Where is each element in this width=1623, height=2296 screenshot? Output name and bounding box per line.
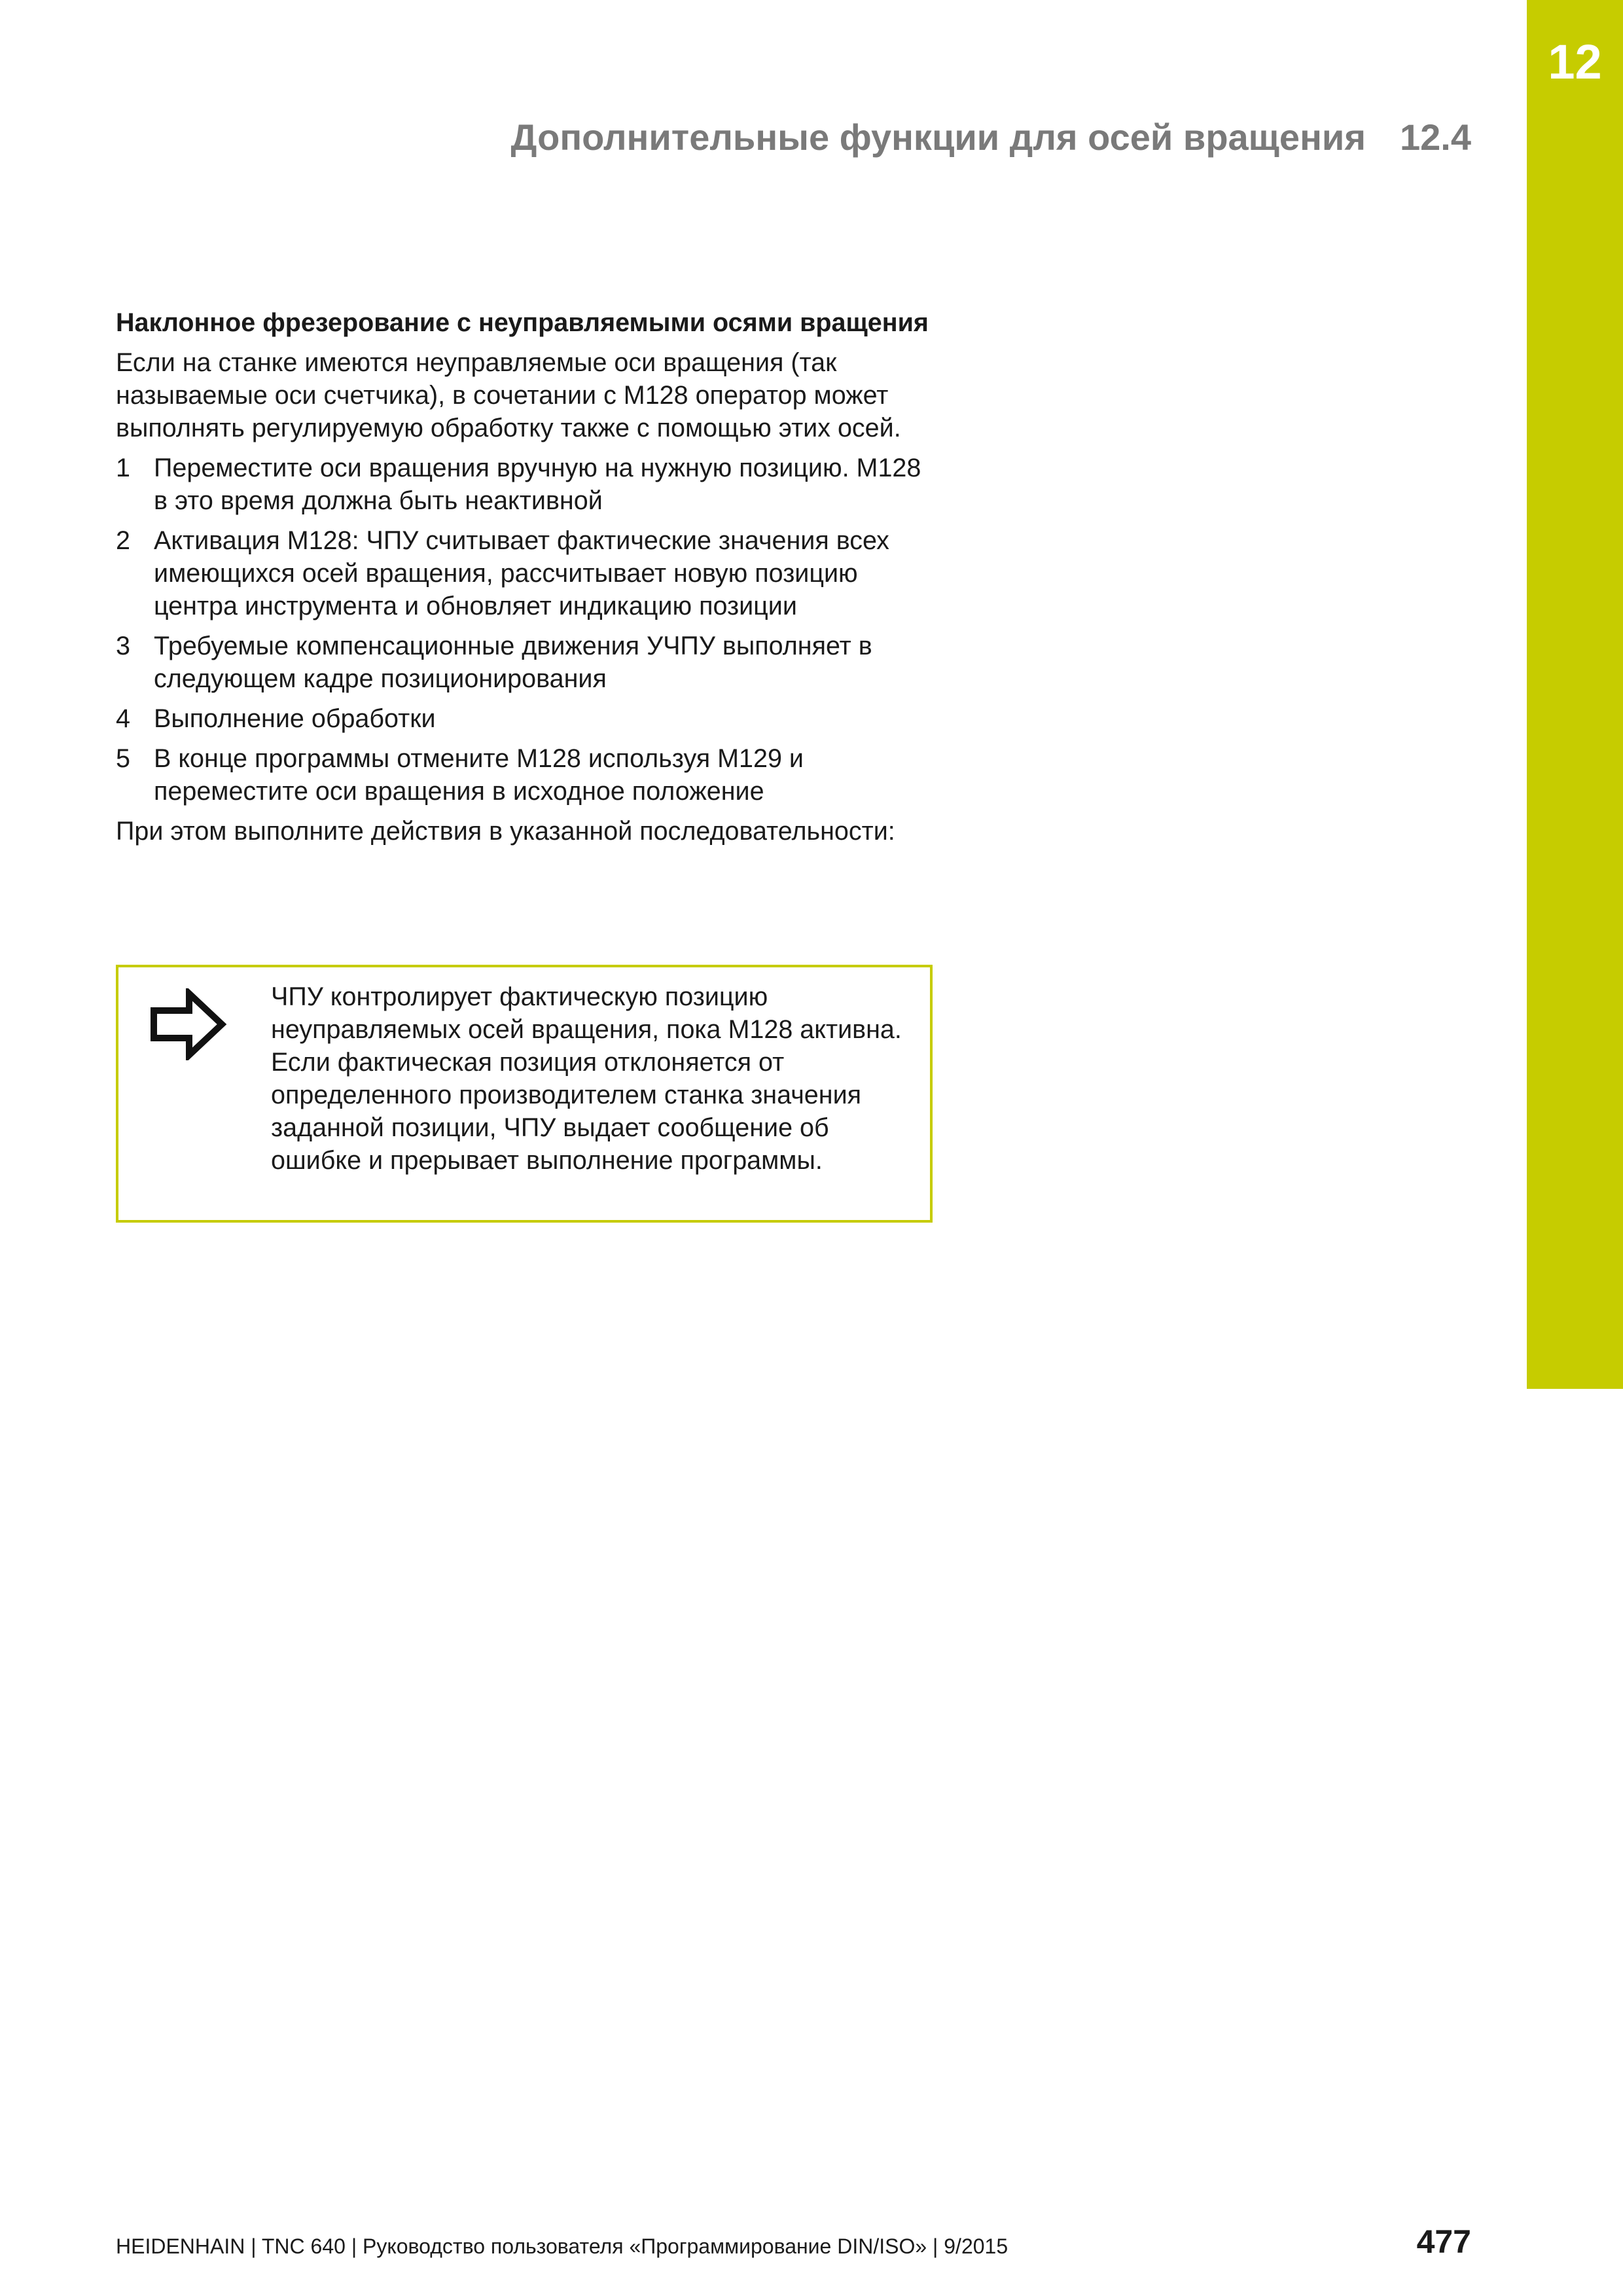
subheading: Наклонное фрезерование с неуправляемыми осями вращения xyxy=(116,308,929,337)
list-item xyxy=(116,630,939,695)
step-number: 1 xyxy=(116,454,130,482)
step-text: Переместите оси вращения вручную на нужную позицию. M128 в это время должна быть неактивной xyxy=(154,454,921,515)
section-title: Дополнительные функции для осей вращения xyxy=(510,117,1366,158)
step-text: Активация M128: ЧПУ считывает фактические значения всех имеющихся осей вращения, рассчитывает новую позицию центра инструмента и обновляет индикацию позиции xyxy=(154,526,889,620)
note-text: ЧПУ контролирует фактическую позицию неуправляемых осей вращения, пока M128 активна. Если фактическая позиция отклоняется от определенного производителем станка значения заданной позиции, ЧПУ выдает сообщение об ошибке и прерывает выполнение программы. xyxy=(271,982,902,1175)
note-box xyxy=(116,965,933,1223)
main-content xyxy=(116,306,939,855)
outro-paragraph: При этом выполните действия в указанной последовательности: xyxy=(116,817,895,846)
step-text: Требуемые компенсационные движения УЧПУ выполняет в следующем кадре позиционирования xyxy=(154,632,872,693)
step-text: В конце программы отмените M128 используя M129 и переместите оси вращения в исходное положение xyxy=(154,744,804,806)
step-text: Выполнение обработки xyxy=(154,704,436,733)
list-item xyxy=(116,452,939,517)
step-number: 4 xyxy=(116,704,130,733)
list-item xyxy=(116,702,939,735)
intro-paragraph: Если на станке имеются неуправляемые оси вращения (так называемые оси счетчика), в сочетании с M128 оператор может выполнять регулируемую обработку также с помощью этих осей. xyxy=(116,348,901,442)
page-number: 477 xyxy=(1416,2223,1471,2260)
step-number: 2 xyxy=(116,526,130,555)
list-item xyxy=(116,524,939,622)
footer-text: HEIDENHAIN | TNC 640 | Руководство пользователя «Программирование DIN/ISO» | 9/2015 xyxy=(116,2234,1008,2258)
page-header xyxy=(511,119,1471,156)
arrow-right-icon xyxy=(149,988,227,1060)
step-number: 5 xyxy=(116,744,130,773)
step-number: 3 xyxy=(116,632,130,660)
chapter-number: 12 xyxy=(1548,35,1602,89)
steps-list xyxy=(116,452,939,808)
section-number: 12.4 xyxy=(1400,117,1471,158)
list-item xyxy=(116,742,939,808)
chapter-tab xyxy=(1527,0,1623,1389)
